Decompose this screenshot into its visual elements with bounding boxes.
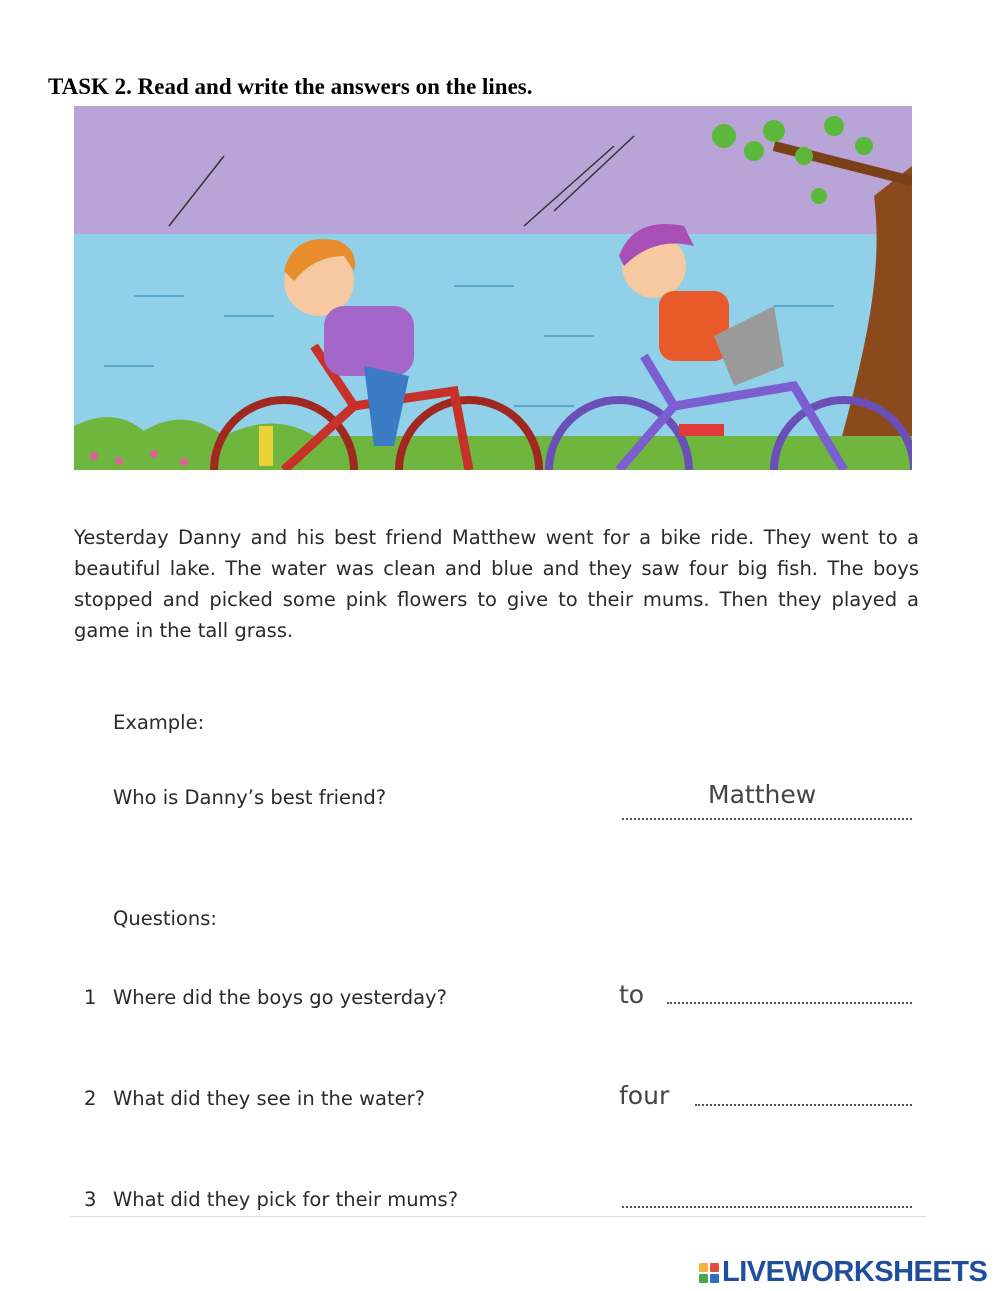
question-text: What did they pick for their mums? bbox=[113, 1188, 459, 1211]
example-question: Who is Danny’s best friend? bbox=[113, 786, 387, 809]
sky bbox=[74, 106, 912, 236]
answer-input-3[interactable] bbox=[622, 1174, 912, 1208]
answer-input-1[interactable] bbox=[667, 970, 912, 1004]
answer-input-2[interactable] bbox=[695, 1072, 912, 1106]
liveworksheets-brand bbox=[699, 1256, 987, 1289]
example-answer: Matthew bbox=[708, 780, 817, 809]
question-number: 2 bbox=[84, 1087, 97, 1110]
lake-water bbox=[74, 234, 912, 444]
questions-label: Questions: bbox=[113, 907, 217, 930]
question-number: 3 bbox=[84, 1188, 97, 1211]
question-text: What did they see in the water? bbox=[113, 1087, 425, 1110]
liveworksheets-logo-icon bbox=[699, 1263, 719, 1283]
question-number: 1 bbox=[84, 986, 97, 1009]
divider bbox=[70, 1216, 926, 1217]
task-title: TASK 2. Read and write the answers on the lines. bbox=[48, 74, 533, 99]
example-label: Example: bbox=[113, 711, 205, 734]
lake-bike-illustration bbox=[74, 106, 912, 470]
answer-prefix: four bbox=[619, 1081, 670, 1110]
brand-text: LIVEWORKSHEETS bbox=[722, 1256, 988, 1288]
reading-passage: Yesterday Danny and his best friend Matthew went for a bike ride. They went to a beautiful lake. The water was clean and blue and they saw four big fish. The boys stopped and picked some pink flowers to give to their mums. Then they played a game in the tall grass. bbox=[74, 526, 919, 642]
question-text: Where did the boys go yesterday? bbox=[113, 986, 447, 1009]
answer-prefix: to bbox=[619, 980, 645, 1009]
example-answer-line bbox=[622, 818, 912, 820]
